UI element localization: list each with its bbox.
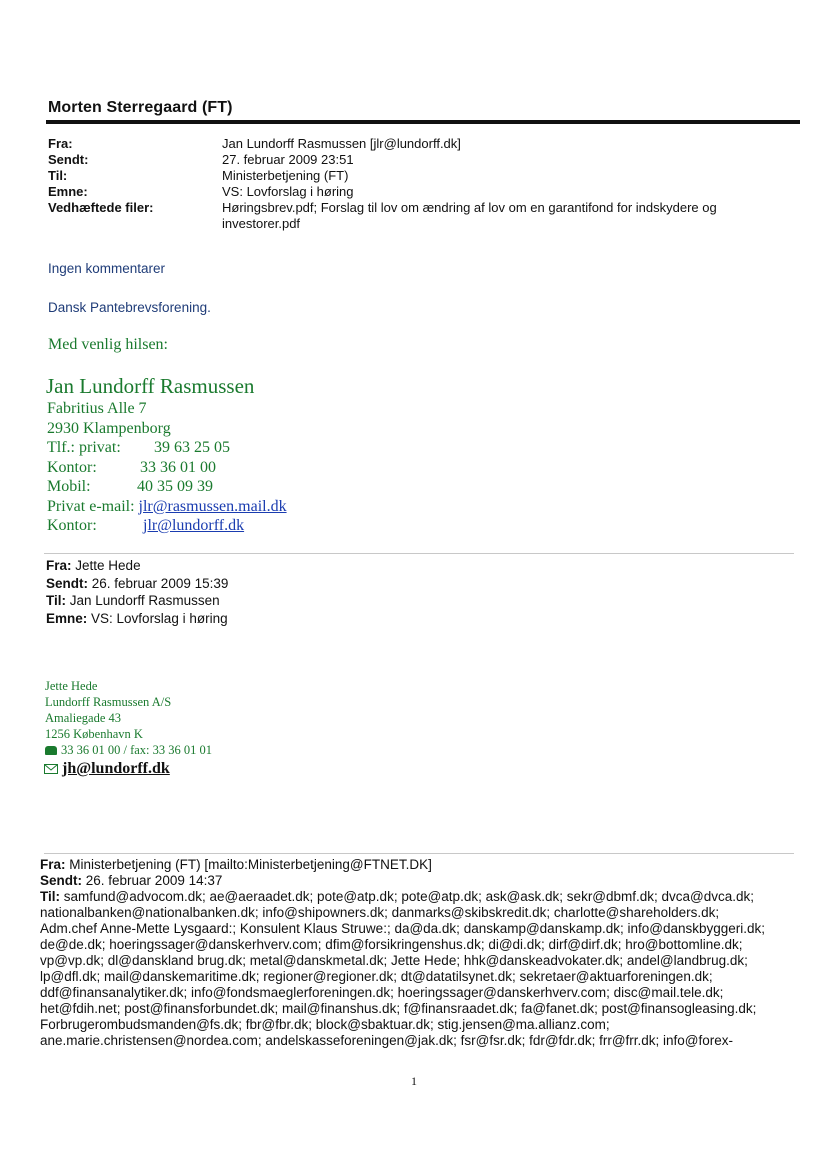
forward-1-to-row xyxy=(46,592,228,610)
forward-2-to-line-2: Adm.chef Anne-Mette Lysgaard:; Konsulent Klaus Struwe:; da@da.dk; danskamp@danskamp.dk; info@danskbyggeri.dk; xyxy=(40,921,766,936)
signature-office-email-label: Kontor: xyxy=(47,517,97,534)
jette-phone: 33 36 01 00 / fax: 33 36 01 01 xyxy=(61,743,213,757)
forward-1-sent-label: Sendt: xyxy=(46,575,88,591)
forward-1-sent-value: 26. februar 2009 15:39 xyxy=(91,575,229,591)
forward-1-header xyxy=(46,557,228,627)
envelope-icon xyxy=(44,764,58,774)
forward-1-from-value: Jette Hede xyxy=(75,558,141,573)
forward-2-to-line-6: ddf@finansanalytiker.dk; info@fondsmaeglerforeningen.dk; hoeringssager@danskerhverv.com; disc@mail.tele.dk; xyxy=(40,985,724,1000)
header-to-label: Til: xyxy=(48,168,68,183)
header-attachments-row xyxy=(48,200,808,232)
divider-1 xyxy=(44,553,794,554)
signature-office-value: 33 36 01 00 xyxy=(140,458,216,476)
forward-1-to-label: Til: xyxy=(46,593,66,608)
signature-phone-label: Tlf.: privat: xyxy=(47,439,121,456)
jette-phone-row xyxy=(45,742,212,758)
forward-2-to-line-5: lp@dfl.dk; mail@danskemaritime.dk; regioner@regioner.dk; dt@datatilsynet.dk; sekretaer@aktuarforeningen.dk; xyxy=(40,969,713,984)
forward-2-to-line-9: ane.marie.christensen@nordea.com; andelskasseforeningen@jak.dk; fsr@fsr.dk; fdr@fdr.dk; frr@frr.dk; info@forex- xyxy=(40,1033,734,1048)
signature-phone-row xyxy=(47,438,287,458)
signature-block xyxy=(47,399,287,536)
header-sent-label: Sendt: xyxy=(48,152,89,167)
signature-office-email-row xyxy=(47,516,287,536)
header-subject-value: VS: Lovforslag i høring xyxy=(222,184,354,199)
jette-name: Jette Hede xyxy=(45,679,98,693)
forward-2-to-line-3: de@de.dk; hoeringssager@danskerhverv.com; dfim@forsikringenshus.dk; di@di.dk; dirf@dirf.dk; hro@bottomline.dk; xyxy=(40,937,743,952)
header-sent-value: 27. februar 2009 23:51 xyxy=(222,152,354,167)
note-organization: Dansk Pantebrevsforening. xyxy=(48,300,211,315)
forward-1-to-value: Jan Lundorff Rasmussen xyxy=(69,593,220,608)
signature-office-email-link[interactable]: jlr@lundorff.dk xyxy=(143,517,245,534)
signature-mobile-label: Mobil: xyxy=(47,478,91,495)
note-no-comments: Ingen kommentarer xyxy=(48,261,166,276)
jette-street: Amaliegade 43 xyxy=(45,711,122,725)
forward-2-header xyxy=(40,857,800,1049)
signature-office-label: Kontor: xyxy=(47,458,97,476)
forward-2-to-label: Til: xyxy=(40,889,60,904)
forward-2-from-value: Ministerbetjening (FT) [mailto:Ministerbetjening@FTNET.DK] xyxy=(69,857,432,872)
jette-signature xyxy=(45,678,212,758)
forward-2-to-line-1: nationalbanken@nationalbanken.dk; info@shipowners.dk; danmarks@skibskredit.dk; charlotte@shareholders.dk; xyxy=(40,905,720,920)
forward-1-subject-label: Emne: xyxy=(46,610,88,626)
signature-mobile-value: 40 35 09 39 xyxy=(137,478,213,495)
forward-2-sent-label: Sendt: xyxy=(40,873,82,888)
signature-address2: 2930 Klampenborg xyxy=(47,419,171,437)
forward-2-to-line-4: vp@vp.dk; dl@danskland brug.dk; metal@danskmetal.dk; Jette Hede; hhk@danskeadvokater.dk; andel@landbrug.dk; xyxy=(40,953,748,968)
signature-name: Jan Lundorff Rasmussen xyxy=(46,374,255,398)
forward-2-sent-value: 26. februar 2009 14:37 xyxy=(85,873,223,888)
forward-1-from-label: Fra: xyxy=(46,558,72,573)
header-to-row xyxy=(48,168,808,184)
forward-2-from-label: Fra: xyxy=(40,857,66,872)
signature-phone-value: 39 63 25 05 xyxy=(154,439,230,456)
jette-email-row xyxy=(44,760,170,778)
forward-2-to-line-7: het@fdih.net; post@finansforbundet.dk; mail@finanshus.dk; f@finansraadet.dk; fa@fanet.dk; post@finansogleasing.dk; xyxy=(40,1001,757,1016)
jette-company: Lundorff Rasmussen A/S xyxy=(45,695,172,709)
header-subject-row xyxy=(48,184,808,200)
signature-private-email-label: Privat e-mail: xyxy=(47,497,135,515)
document-title: Morten Sterregaard (FT) xyxy=(48,99,233,116)
forward-1-from-row xyxy=(46,557,228,575)
page-number: 1 xyxy=(411,1074,417,1088)
forward-1-sent-row xyxy=(46,575,228,593)
header-sent-row xyxy=(48,152,808,168)
greeting: Med venlig hilsen: xyxy=(48,336,168,353)
forward-2-to-line-8: Forbrugerombudsmanden@fs.dk; fbr@fbr.dk; block@sbaktuar.dk; stig.jensen@ma.allianz.com; xyxy=(40,1017,610,1032)
signature-office-row xyxy=(47,458,287,478)
signature-private-email-link[interactable]: jlr@rasmussen.mail.dk xyxy=(138,497,287,515)
forward-1-subject-row xyxy=(46,610,228,628)
header-from-value: Jan Lundorff Rasmussen [jlr@lundorff.dk] xyxy=(222,136,461,151)
title-rule xyxy=(46,120,800,124)
forward-2-sent-row xyxy=(40,873,800,889)
phone-icon xyxy=(45,746,57,755)
header-attachments-value: Høringsbrev.pdf; Forslag til lov om ændring af lov om en garantifond for indskydere og investorer.pdf xyxy=(222,200,717,231)
forward-2-from-row xyxy=(40,857,800,873)
divider-2 xyxy=(44,853,794,854)
signature-private-email-row xyxy=(47,497,287,517)
forward-1-subject-value: VS: Lovforslag i høring xyxy=(91,610,228,626)
forward-2-to-row xyxy=(40,889,800,905)
email-header xyxy=(48,136,808,232)
signature-mobile-row xyxy=(47,477,287,497)
jette-city: 1256 København K xyxy=(45,727,143,741)
header-attachments-label: Vedhæftede filer: xyxy=(48,200,154,215)
forward-2-to-line-0: samfund@advocom.dk; ae@aeraadet.dk; pote@atp.dk; pote@atp.dk; ask@ask.dk; sekr@dbmf.dk; dvca@dvca.dk; xyxy=(63,889,755,904)
jette-email-link[interactable]: jh@lundorff.dk xyxy=(62,760,170,777)
header-from-row xyxy=(48,136,808,152)
header-subject-label: Emne: xyxy=(48,184,88,199)
header-to-value: Ministerbetjening (FT) xyxy=(222,168,349,183)
signature-address1: Fabritius Alle 7 xyxy=(47,400,147,417)
header-from-label: Fra: xyxy=(48,136,73,151)
